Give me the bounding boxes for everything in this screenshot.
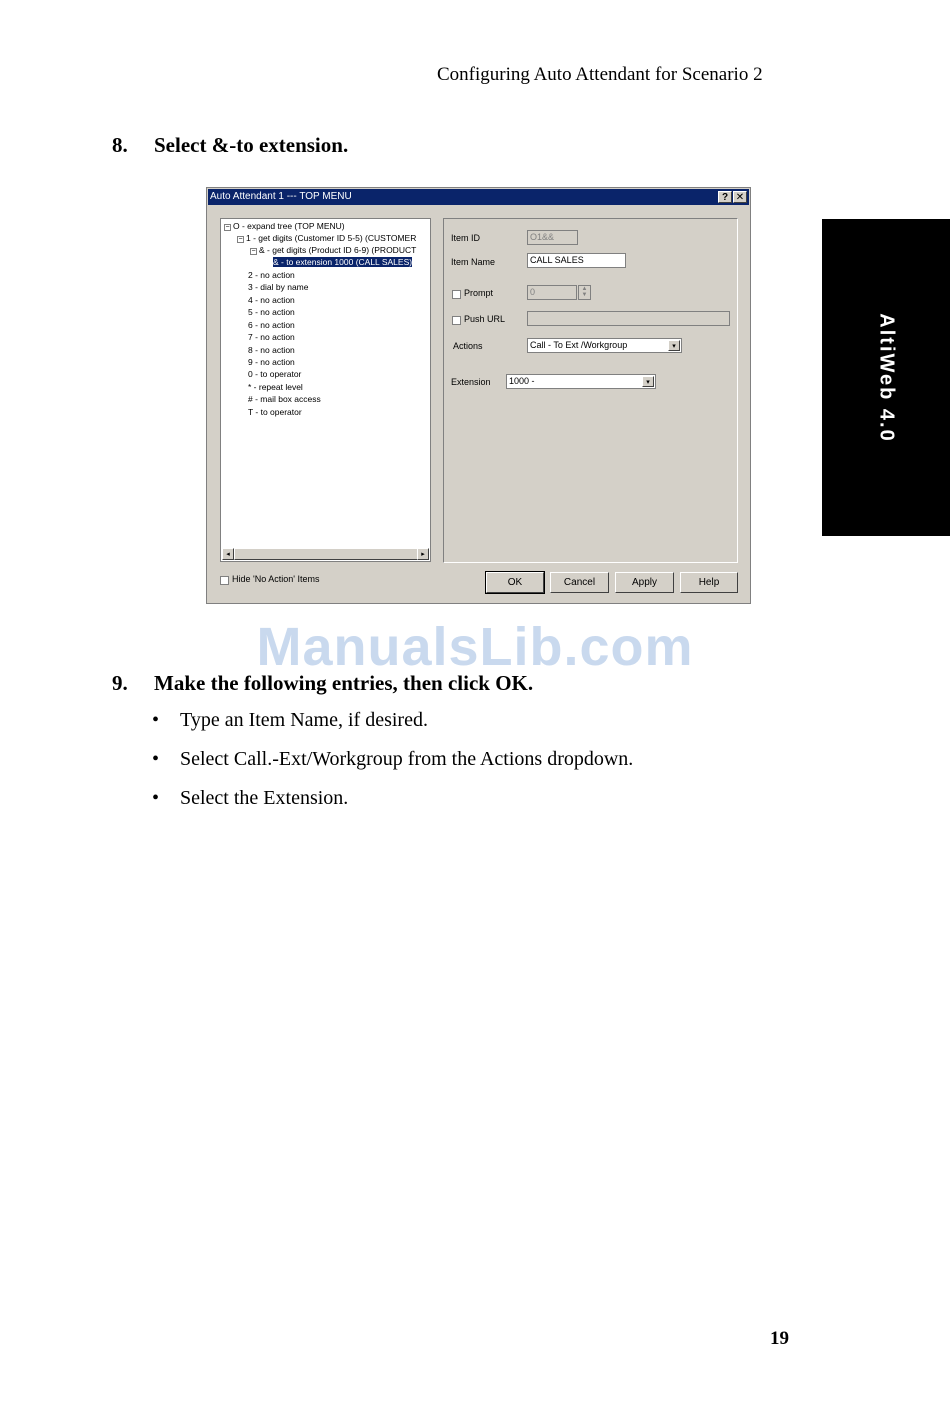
side-tab-label: AltiWeb 4.0 <box>875 312 898 443</box>
collapse-icon[interactable]: − <box>238 236 243 243</box>
tree-item[interactable]: # - mail box access <box>248 394 321 404</box>
tree-item[interactable]: 9 - no action <box>248 357 295 367</box>
collapse-icon[interactable]: − <box>251 248 256 255</box>
watermark: ManualsLib.com <box>256 617 694 677</box>
menu-tree[interactable] <box>220 218 431 562</box>
prompt-label: Prompt <box>464 288 494 298</box>
tree-item[interactable]: 7 - no action <box>248 332 295 342</box>
bullet-list <box>152 709 633 826</box>
scroll-left-icon[interactable]: ◂ <box>222 548 234 560</box>
hide-no-action-label: Hide 'No Action' Items <box>232 574 320 584</box>
chevron-down-icon[interactable]: ▾ <box>668 340 680 351</box>
push-url-label: Push URL <box>464 314 506 324</box>
item-name-input[interactable]: CALL SALES <box>527 253 626 268</box>
actions-dropdown[interactable] <box>527 338 682 353</box>
step-text: Select &-to extension. <box>154 133 349 157</box>
chevron-down-icon[interactable]: ▾ <box>642 376 654 387</box>
list-item <box>152 748 633 787</box>
bullet-icon: • <box>152 748 160 770</box>
push-url-checkbox[interactable] <box>452 316 461 325</box>
ok-button[interactable]: OK <box>486 572 544 593</box>
step-8 <box>112 133 348 158</box>
running-header: Configuring Auto Attendant for Scenario 2 <box>437 64 763 85</box>
bullet-icon: • <box>152 709 160 731</box>
tree-item[interactable]: 4 - no action <box>248 295 295 305</box>
actions-label: Actions <box>453 341 483 351</box>
tree-item[interactable]: 5 - no action <box>248 307 295 317</box>
scroll-right-icon[interactable]: ▸ <box>417 548 429 560</box>
item-id-label: Item ID <box>451 233 481 243</box>
bullet-text: Select Call.-Ext/Workgroup from the Actions dropdown. <box>180 748 634 770</box>
push-url-field <box>527 311 730 326</box>
item-properties-panel <box>443 218 738 563</box>
dialog-titlebar <box>208 189 749 205</box>
extension-label: Extension <box>451 377 491 387</box>
collapse-icon[interactable]: − <box>225 224 230 231</box>
tree-item[interactable]: − 1 - get digits (Customer ID 5-5) (CUSTOMER <box>238 233 417 243</box>
tree-item[interactable]: − & - get digits (Product ID 6-9) (PRODUCT <box>251 245 417 255</box>
hide-no-action-checkbox[interactable] <box>220 576 229 585</box>
step-number: 9. <box>112 671 128 695</box>
scrollbar-thumb[interactable] <box>234 548 420 560</box>
tree-item[interactable]: * - repeat level <box>248 382 303 392</box>
tree-item[interactable]: 6 - no action <box>248 320 295 330</box>
dialog-title: Auto Attendant 1 --- TOP MENU <box>210 191 352 202</box>
extension-dropdown[interactable] <box>506 374 656 389</box>
step-text: Make the following entries, then click OK. <box>154 671 534 695</box>
close-icon[interactable]: ✕ <box>733 191 747 203</box>
help-button[interactable]: Help <box>680 572 738 593</box>
auto-attendant-dialog <box>206 187 751 604</box>
prompt-spinner: ▲ ▼ <box>578 285 591 300</box>
tree-item[interactable]: − O - expand tree (TOP MENU) <box>225 221 345 231</box>
list-item <box>152 709 633 748</box>
prompt-checkbox[interactable] <box>452 290 461 299</box>
help-icon[interactable]: ? <box>718 191 732 203</box>
horizontal-scrollbar[interactable] <box>222 548 429 560</box>
apply-button[interactable]: Apply <box>615 572 674 593</box>
step-number: 8. <box>112 133 128 157</box>
extension-value: 1000 - <box>509 376 535 386</box>
bullet-text: Type an Item Name, if desired. <box>180 709 428 731</box>
prompt-field: 0 <box>527 285 577 300</box>
tree-item[interactable]: T - to operator <box>248 407 302 417</box>
tree-item-selected[interactable]: & - to extension 1000 (CALL SALES) <box>273 257 413 267</box>
tree-item[interactable]: 0 - to operator <box>248 369 302 379</box>
item-id-field: O1&& <box>527 230 578 245</box>
tree-item[interactable]: 3 - dial by name <box>248 282 309 292</box>
bullet-text: Select the Extension. <box>180 787 349 809</box>
list-item <box>152 787 633 826</box>
actions-value: Call - To Ext /Workgroup <box>530 340 628 350</box>
bullet-icon: • <box>152 787 160 809</box>
cancel-button[interactable]: Cancel <box>550 572 609 593</box>
step-9 <box>112 671 533 696</box>
item-name-label: Item Name <box>451 257 496 267</box>
page-number: 19 <box>770 1328 789 1349</box>
side-tab <box>822 219 950 536</box>
tree-item[interactable]: 8 - no action <box>248 345 295 355</box>
tree-item[interactable]: 2 - no action <box>248 270 295 280</box>
